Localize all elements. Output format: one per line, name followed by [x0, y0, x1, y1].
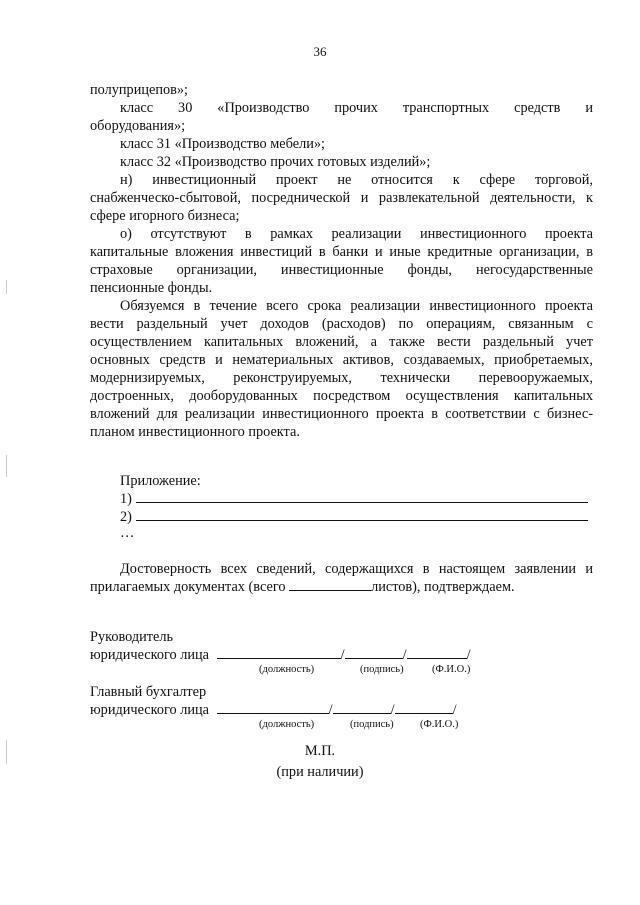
- stamp-note: (при наличии): [276, 764, 364, 780]
- text-line: Обязуемся в течение всего срока реализации инвестиционного проекта: [120, 298, 593, 314]
- confirm-line-2-prefix: прилагаемых документах (всего: [90, 579, 286, 595]
- edge-mark: [6, 280, 7, 294]
- accountant-signature-row: [90, 701, 457, 719]
- accountant-caption-position: (должность): [259, 719, 315, 730]
- text-line: пенсионные фонды.: [90, 280, 213, 296]
- head-title-line2: юридического лица: [90, 647, 210, 663]
- accountant-title: Главный бухгалтер: [90, 684, 207, 700]
- head-caption-position: (должность): [259, 664, 315, 675]
- text-line: осуществлением капитальных вложений, а также вести раздельный учет: [90, 334, 593, 350]
- text-line: снабженческо-сбытовой, посреднической и развлекательной деятельности, к: [90, 190, 593, 206]
- text-line: планом инвестиционного проекта.: [90, 424, 300, 440]
- head-signature-field[interactable]: [345, 658, 403, 659]
- text-line: н) инвестиционный проект не относится к сфере торговой,: [120, 172, 593, 188]
- accountant-title-line2: юридического лица: [90, 702, 210, 718]
- accountant-caption-signature: (подпись): [350, 719, 394, 730]
- confirm-line-2: [90, 578, 593, 596]
- attachment-item-1: [120, 490, 593, 508]
- attachment-item-2-number: 2): [120, 509, 132, 525]
- attachment-item-1-line[interactable]: [136, 502, 588, 503]
- text-line: достроенных, дооборудованных посредством осуществления капитальных: [90, 388, 593, 404]
- text-line: модернизируемых, реконструируемых, технически перевооружаемых,: [90, 370, 593, 386]
- text-line: оборудования»;: [90, 118, 186, 134]
- slash: /: [402, 647, 407, 663]
- page-number: 36: [313, 44, 327, 59]
- accountant-position-field[interactable]: [217, 713, 329, 714]
- text-line: вести раздельный учет доходов (расходов) по операциям, связанным с: [90, 316, 593, 332]
- head-caption-signature: (подпись): [360, 664, 404, 675]
- text-line: класс 30 «Производство прочих транспортных средств и: [120, 100, 593, 116]
- slash: /: [390, 702, 395, 718]
- text-line: о) отсутствуют в рамках реализации инвестиционного проекта: [120, 226, 593, 242]
- slash: /: [452, 702, 457, 718]
- accountant-signature-field[interactable]: [333, 713, 391, 714]
- head-caption-name: (Ф.И.О.): [432, 664, 471, 675]
- attachments-ellipsis: …: [120, 525, 135, 541]
- text-line: основных средств и нематериальных активов, создаваемых, приобретаемых,: [90, 352, 593, 368]
- text-line: капитальные вложения инвестиций в банки и иные кредитные организации, в: [90, 244, 593, 260]
- confirm-line-2-suffix: листов), подтверждаем.: [371, 579, 515, 595]
- text-line: класс 32 «Производство прочих готовых изделий»;: [120, 154, 431, 170]
- attachments-title: Приложение:: [120, 473, 201, 489]
- head-position-field[interactable]: [217, 658, 341, 659]
- stamp-label: М.П.: [304, 743, 336, 759]
- head-signature-row: [90, 646, 471, 664]
- text-line: вложений для реализации инвестиционного проекта в соответствии с бизнес-: [90, 406, 593, 422]
- text-line: полуприцепов»;: [90, 82, 189, 98]
- slash: /: [466, 647, 471, 663]
- sheets-count-field[interactable]: [289, 590, 371, 591]
- edge-mark: [6, 455, 7, 477]
- text-line: сфере игорного бизнеса;: [90, 208, 240, 224]
- text-line: страховые организации, инвестиционные фонды, негосударственные: [90, 262, 593, 278]
- attachment-item-1-number: 1): [120, 491, 132, 507]
- attachment-item-2-line[interactable]: [136, 520, 588, 521]
- slash: /: [340, 647, 345, 663]
- confirm-line-1: Достоверность всех сведений, содержащихся в настоящем заявлении и: [120, 561, 593, 577]
- head-title: Руководитель: [90, 629, 174, 645]
- slash: /: [328, 702, 333, 718]
- text-line: класс 31 «Производство мебели»;: [120, 136, 325, 152]
- accountant-name-field[interactable]: [395, 713, 453, 714]
- accountant-caption-name: (Ф.И.О.): [420, 719, 459, 730]
- head-name-field[interactable]: [407, 658, 467, 659]
